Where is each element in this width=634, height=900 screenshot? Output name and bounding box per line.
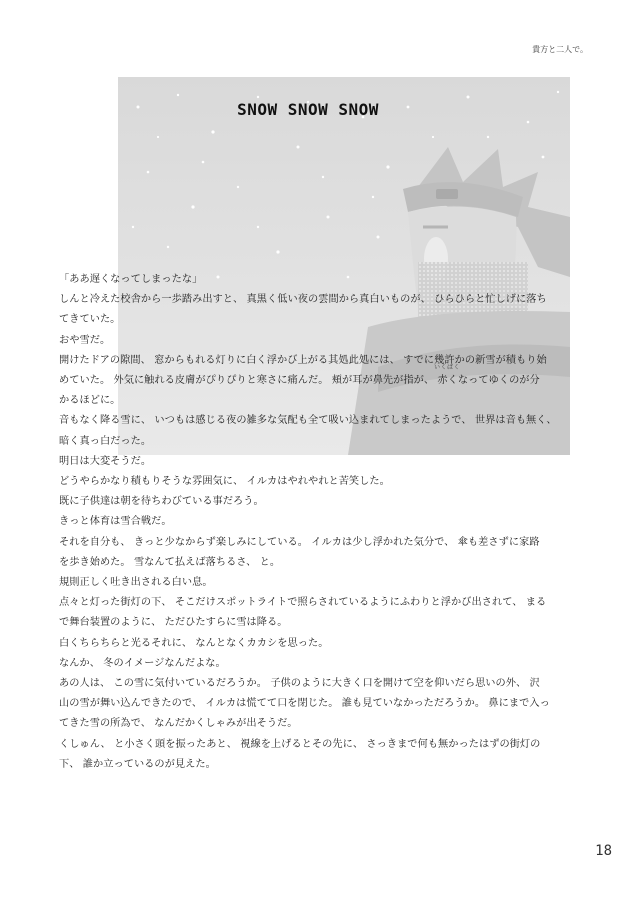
story-line: 白くちらちらと光るそれに、 なんとなくカカシを思った。 [59, 637, 329, 649]
story-line: 開けたドアの隙間、 窓からもれる灯りに白く浮かび上がる其処此処には、 すでに幾許かの新雪が積もり始 [59, 354, 547, 366]
story-line: で舞台装置のように、 ただひたすらに雪は降る。 [59, 617, 288, 629]
story-line: 「ああ遅くなってしまったな」 [59, 274, 203, 285]
story-line: 下、 誰か立っているのが見えた。 [59, 758, 216, 770]
story-line: 暗く真っ白だった。 [59, 435, 152, 447]
story-line: 点々と灯った街灯の下、 そこだけスポットライトで照らされているようにふわりと浮かび出されて、 まる [59, 597, 547, 609]
header-note: 貴方と二人で。 [532, 45, 588, 54]
story-line: めていた。 外気に触れる皮膚がぴりぴりと寒さに痛んだ。 頬が耳が鼻先が指が、 赤くなってゆくのが分 [59, 375, 540, 387]
story-title: SNOW SNOW SNOW [237, 100, 379, 119]
story-line: 山の雪が舞い込んできたので、 イルカは慌てて口を閉じた。 誰も見ていなかっただろうか。 鼻にまで入っ [59, 698, 550, 710]
story-line: あの人は、 この雪に気付いているだろうか。 子供のように大きく口を開けて空を仰いだら思いの外、 沢 [59, 678, 540, 690]
story-line: きっと体育は雪合戦だ。 [59, 516, 172, 528]
story-line: を歩き始めた。 雪なんて払えば落ちるさ、 と。 [59, 556, 281, 568]
story-line: おや雪だ。 [59, 334, 111, 346]
page-number: 18 [595, 843, 612, 859]
story-line: かるほどに。 [59, 395, 121, 407]
story-line: 明日は大変そうだ。 [59, 455, 152, 467]
story-line: くしゅん、 と小さく頭を振ったあと、 視線を上げるとその先に、 さっきまで何も無かったはずの街灯の [59, 738, 541, 750]
story-line: しんと冷えた校舎から一歩踏み出すと、 真黒く低い夜の雲間から真白いものが、 ひらひらと忙しげに落ち [59, 294, 547, 306]
story-line: 規則正しく吐き出される白い息。 [59, 577, 213, 589]
story-line: 既に子供達は朝を待ちわびている事だろう。 [59, 496, 264, 508]
story-line: 音もなく降る雪に、 いつもは感じる夜の雑多な気配も全て吸い込まれてしまったようで、 世界は音も無く、 [59, 415, 557, 427]
story-line: それを自分も、 きっと少なからず楽しみにしている。 イルカは少し浮かれた気分で、 傘も差さずに家路 [59, 536, 540, 548]
story-body [59, 270, 575, 775]
story-line: てきた雪の所為で、 なんだかくしゃみが出そうだ。 [59, 718, 298, 730]
story-line: なんか、 冬のイメージなんだよな。 [59, 657, 226, 669]
story-line: どうやらかなり積もりそうな雰囲気に、 イルカはやれやれと苦笑した。 [59, 476, 390, 488]
ruby-annotation: いくばく [434, 364, 461, 371]
story-line: てきていた。 [59, 314, 121, 326]
